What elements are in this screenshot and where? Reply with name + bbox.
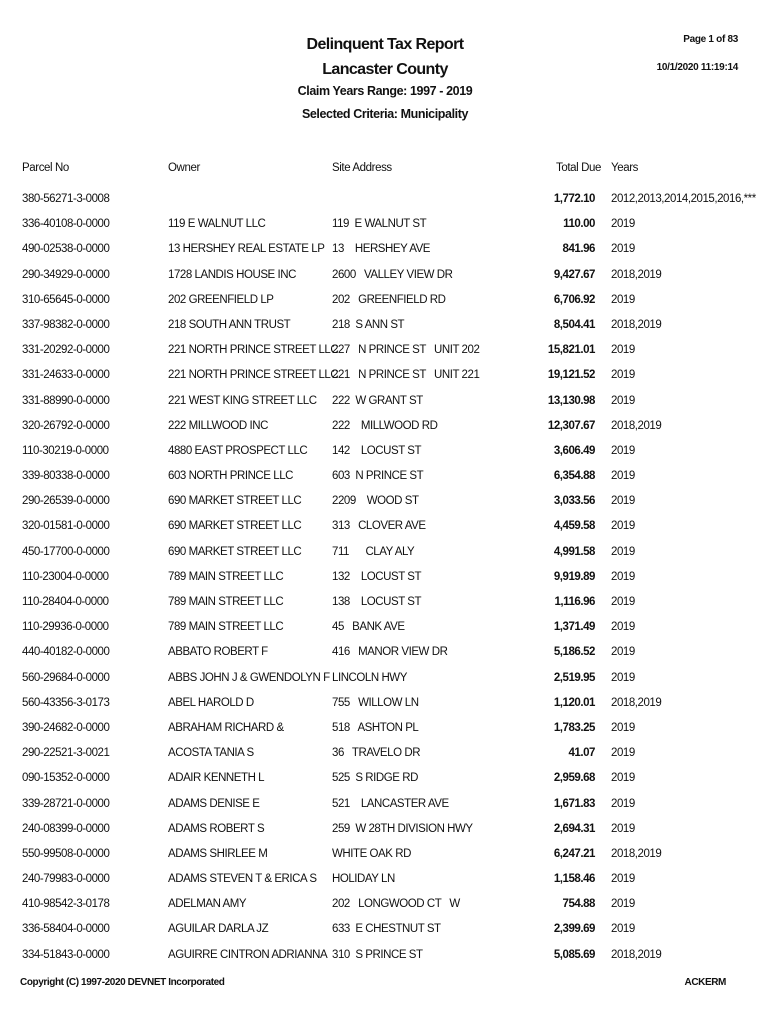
owner-name: ACOSTA TANIA S <box>168 747 254 760</box>
table-row <box>0 747 770 772</box>
total-due: 5,085.69 <box>553 948 595 961</box>
table-row <box>0 445 770 470</box>
total-due: 754.88 <box>562 898 595 911</box>
site-address: 222 MILLWOOD RD <box>332 419 438 432</box>
total-due: 2,694.31 <box>553 822 595 835</box>
site-address: 221 N PRINCE ST UNIT 221 <box>332 369 480 382</box>
owner-name: 789 MAIN STREET LLC <box>168 570 284 583</box>
owner-name: 13 HERSHEY REAL ESTATE LP <box>168 243 325 256</box>
site-address: 132 LOCUST ST <box>332 570 422 583</box>
owner-name: 221 NORTH PRINCE STREET LLC <box>168 369 339 382</box>
owner-name: ADAMS SHIRLEE M <box>168 847 268 860</box>
delinquent-years: 2019 <box>611 797 635 810</box>
parcel-number: 334-51843-0-0000 <box>22 948 110 961</box>
parcel-number: 320-01581-0-0000 <box>22 520 110 533</box>
delinquent-years: 2019 <box>611 721 635 734</box>
delinquent-years: 2019 <box>611 898 635 911</box>
total-due: 1,116.96 <box>554 596 595 608</box>
delinquent-years: 2019 <box>611 243 635 256</box>
owner-name: ABBS JOHN J & GWENDOLYN F <box>168 671 330 684</box>
site-address: 202 LONGWOOD CT W <box>332 898 460 911</box>
site-address: 2209 WOOD ST <box>332 495 419 508</box>
column-header-parcel: Parcel No <box>22 162 69 174</box>
owner-name: ADAMS DENISE E <box>168 797 260 810</box>
parcel-number: 110-23004-0-0000 <box>22 570 109 583</box>
table-row <box>0 898 770 923</box>
owner-name: 1728 LANDIS HOUSE INC <box>168 268 296 281</box>
site-address: HOLIDAY LN <box>332 873 395 886</box>
delinquent-years: 2018,2019 <box>611 847 662 860</box>
owner-name: 119 E WALNUT LLC <box>168 218 266 231</box>
table-row <box>0 697 770 722</box>
total-due: 5,186.52 <box>553 646 595 659</box>
report-timestamp: 10/1/2020 11:19:14 <box>656 62 738 73</box>
owner-name: AGUIRRE CINTRON ADRIANNA <box>168 948 328 961</box>
delinquent-years: 2018,2019 <box>611 696 662 709</box>
owner-name: ABRAHAM RICHARD & <box>168 721 284 734</box>
owner-name: 603 NORTH PRINCE LLC <box>168 470 293 483</box>
total-due: 12,307.67 <box>547 419 595 432</box>
owner-name: 221 WEST KING STREET LLC <box>168 394 317 407</box>
table-row <box>0 369 770 394</box>
delinquent-years: 2019 <box>611 621 635 634</box>
parcel-number: 290-34929-0-0000 <box>22 268 110 281</box>
owner-name: 218 SOUTH ANN TRUST <box>168 318 291 331</box>
total-due: 1,371.49 <box>553 621 595 634</box>
parcel-number: 331-20292-0-0000 <box>22 344 110 357</box>
table-row <box>0 621 770 646</box>
delinquent-years: 2019 <box>611 873 635 886</box>
total-due: 6,706.92 <box>553 293 595 306</box>
site-address: 119 E WALNUT ST <box>332 218 427 231</box>
total-due: 2,399.69 <box>553 923 595 936</box>
site-address: 259 W 28TH DIVISION HWY <box>332 822 473 835</box>
total-due: 841.96 <box>562 243 595 256</box>
delinquent-years: 2018,2019 <box>611 948 662 961</box>
total-due: 2,959.68 <box>553 772 595 785</box>
parcel-number: 336-40108-0-0000 <box>22 218 110 231</box>
delinquent-years: 2019 <box>611 293 635 306</box>
delinquent-years: 2018,2019 <box>611 318 662 331</box>
table-row <box>0 243 770 268</box>
table-row <box>0 193 770 218</box>
delinquent-years: 2019 <box>611 923 635 936</box>
site-address: 755 WILLOW LN <box>332 696 419 709</box>
owner-name: 789 MAIN STREET LLC <box>168 596 284 608</box>
parcel-number: 560-43356-3-0173 <box>22 696 110 709</box>
parcel-number: 336-58404-0-0000 <box>22 923 110 936</box>
page-number: Page 1 of 83 <box>683 34 738 45</box>
site-address: LINCOLN HWY <box>332 671 407 684</box>
parcel-number: 410-98542-3-0178 <box>22 898 110 911</box>
parcel-number: 560-29684-0-0000 <box>22 671 110 684</box>
owner-name: 789 MAIN STREET LLC <box>168 621 284 634</box>
delinquent-years: 2019 <box>611 369 635 382</box>
site-address: 416 MANOR VIEW DR <box>332 646 448 659</box>
delinquent-years: 2019 <box>611 570 635 583</box>
delinquent-years: 2019 <box>611 646 635 659</box>
delinquent-years: 2019 <box>611 747 635 760</box>
delinquent-years: 2019 <box>611 671 635 684</box>
total-due: 4,459.58 <box>553 520 595 533</box>
site-address: 310 S PRINCE ST <box>332 948 423 961</box>
delinquent-years: 2019 <box>611 596 635 608</box>
delinquent-years: 2019 <box>611 772 635 785</box>
delinquent-years: 2018,2019 <box>611 419 662 432</box>
parcel-number: 440-40182-0-0000 <box>22 646 110 659</box>
total-due: 9,919.89 <box>553 570 595 583</box>
parcel-number: 490-02538-0-0000 <box>22 243 110 256</box>
parcel-number: 110-28404-0-0000 <box>22 596 109 608</box>
parcel-number: 339-28721-0-0000 <box>22 797 110 810</box>
delinquent-tax-table <box>0 193 770 974</box>
site-address: 633 E CHESTNUT ST <box>332 923 441 936</box>
copyright-notice: Copyright (C) 1997-2020 DEVNET Incorporated <box>20 977 225 988</box>
parcel-number: 090-15352-0-0000 <box>22 772 110 785</box>
delinquent-years: 2019 <box>611 520 635 533</box>
owner-name: 690 MARKET STREET LLC <box>168 495 302 508</box>
site-address: 521 LANCASTER AVE <box>332 797 449 810</box>
total-due: 9,427.67 <box>553 268 595 281</box>
column-header-owner: Owner <box>168 162 200 174</box>
table-row <box>0 873 770 898</box>
table-row <box>0 798 770 823</box>
report-user-id: ACKERM <box>684 977 726 988</box>
total-due: 110.00 <box>563 218 595 231</box>
total-due: 13,130.98 <box>547 394 595 407</box>
total-due: 1,772.10 <box>553 193 595 205</box>
delinquent-years: 2019 <box>611 344 635 357</box>
parcel-number: 240-08399-0-0000 <box>22 822 110 835</box>
total-due: 8,504.41 <box>553 318 595 331</box>
delinquent-years: 2019 <box>611 470 635 483</box>
selected-criteria: Selected Criteria: Municipality <box>301 107 469 121</box>
total-due: 2,519.95 <box>553 671 595 684</box>
owner-name: ADAIR KENNETH L <box>168 772 265 785</box>
total-due: 6,354.88 <box>553 470 595 483</box>
parcel-number: 110-30219-0-0000 <box>22 444 109 457</box>
table-row <box>0 420 770 445</box>
delinquent-years: 2019 <box>611 218 635 231</box>
column-header-years: Years <box>611 162 638 174</box>
site-address: 2600 VALLEY VIEW DR <box>332 268 453 281</box>
table-row <box>0 520 770 545</box>
owner-name: 221 NORTH PRINCE STREET LLC <box>168 344 339 357</box>
total-due: 1,158.46 <box>553 873 595 886</box>
parcel-number: 240-79983-0-0000 <box>22 873 110 886</box>
total-due: 15,821.01 <box>547 344 595 357</box>
report-title: Delinquent Tax Report <box>306 36 464 53</box>
owner-name: 4880 EAST PROSPECT LLC <box>168 444 308 457</box>
delinquent-years: 2019 <box>611 822 635 835</box>
table-row <box>0 923 770 948</box>
total-due: 3,606.49 <box>553 444 595 457</box>
county-name: Lancaster County <box>322 61 448 78</box>
delinquent-years: 2012,2013,2014,2015,2016,*** <box>611 193 756 205</box>
owner-name: ABBATO ROBERT F <box>168 646 268 659</box>
owner-name: AGUILAR DARLA JZ <box>168 923 269 936</box>
parcel-number: 337-98382-0-0000 <box>22 318 110 331</box>
site-address: 13 HERSHEY AVE <box>332 243 431 256</box>
table-row <box>0 495 770 520</box>
site-address: 142 LOCUST ST <box>332 444 422 457</box>
table-row <box>0 269 770 294</box>
total-due: 6,247.21 <box>553 847 595 860</box>
owner-name: 222 MILLWOOD INC <box>168 419 268 432</box>
parcel-number: 380-56271-3-0008 <box>22 193 110 205</box>
table-row <box>0 848 770 873</box>
owner-name: ADAMS ROBERT S <box>168 822 265 835</box>
parcel-number: 290-22521-3-0021 <box>22 747 110 760</box>
site-address: 525 S RIDGE RD <box>332 772 418 785</box>
table-row <box>0 294 770 319</box>
owner-name: 690 MARKET STREET LLC <box>168 520 302 533</box>
table-row <box>0 319 770 344</box>
delinquent-years: 2019 <box>611 394 635 407</box>
table-row <box>0 546 770 571</box>
delinquent-years: 2019 <box>611 545 635 558</box>
site-address: 711 CLAY ALY <box>332 545 415 558</box>
site-address: 36 TRAVELO DR <box>332 747 421 760</box>
delinquent-years: 2019 <box>611 444 635 457</box>
site-address: WHITE OAK RD <box>332 847 411 860</box>
owner-name: 690 MARKET STREET LLC <box>168 545 302 558</box>
site-address: 202 GREENFIELD RD <box>332 293 446 306</box>
parcel-number: 331-88990-0-0000 <box>22 394 110 407</box>
delinquent-years: 2018,2019 <box>611 268 662 281</box>
total-due: 1,671.83 <box>553 797 595 810</box>
parcel-number: 310-65645-0-0000 <box>22 293 110 306</box>
site-address: 138 LOCUST ST <box>332 596 422 608</box>
parcel-number: 550-99508-0-0000 <box>22 847 110 860</box>
table-row <box>0 571 770 596</box>
total-due: 1,783.25 <box>553 721 595 734</box>
column-header-total-due: Total Due <box>556 162 601 174</box>
table-row <box>0 646 770 671</box>
parcel-number: 339-80338-0-0000 <box>22 470 110 483</box>
table-row <box>0 395 770 420</box>
parcel-number: 320-26792-0-0000 <box>22 419 110 432</box>
parcel-number: 290-26539-0-0000 <box>22 495 110 508</box>
table-row <box>0 949 770 974</box>
table-row <box>0 344 770 369</box>
total-due: 3,033.56 <box>553 495 595 508</box>
table-row <box>0 596 770 621</box>
owner-name: ADAMS STEVEN T & ERICA S <box>168 873 317 886</box>
table-row <box>0 722 770 747</box>
owner-name: ABEL HAROLD D <box>168 696 254 709</box>
table-row <box>0 672 770 697</box>
parcel-number: 390-24682-0-0000 <box>22 721 110 734</box>
delinquent-years: 2019 <box>611 495 635 508</box>
site-address: 227 N PRINCE ST UNIT 202 <box>332 344 480 357</box>
parcel-number: 450-17700-0-0000 <box>22 545 110 558</box>
table-row <box>0 218 770 243</box>
site-address: 45 BANK AVE <box>332 621 405 634</box>
table-row <box>0 772 770 797</box>
owner-name: ADELMAN AMY <box>168 898 247 911</box>
site-address: 218 S ANN ST <box>332 318 405 331</box>
table-row <box>0 470 770 495</box>
site-address: 222 W GRANT ST <box>332 394 423 407</box>
total-due: 41.07 <box>568 747 595 760</box>
claim-years-range: Claim Years Range: 1997 - 2019 <box>297 84 473 98</box>
site-address: 313 CLOVER AVE <box>332 520 426 533</box>
total-due: 19,121.52 <box>547 369 595 382</box>
table-row <box>0 823 770 848</box>
owner-name: 202 GREENFIELD LP <box>168 293 274 306</box>
column-header-site-address: Site Address <box>332 162 392 174</box>
site-address: 518 ASHTON PL <box>332 721 419 734</box>
total-due: 1,120.01 <box>553 696 595 709</box>
parcel-number: 331-24633-0-0000 <box>22 369 110 382</box>
site-address: 603 N PRINCE ST <box>332 470 424 483</box>
parcel-number: 110-29936-0-0000 <box>22 621 109 634</box>
total-due: 4,991.58 <box>553 545 595 558</box>
